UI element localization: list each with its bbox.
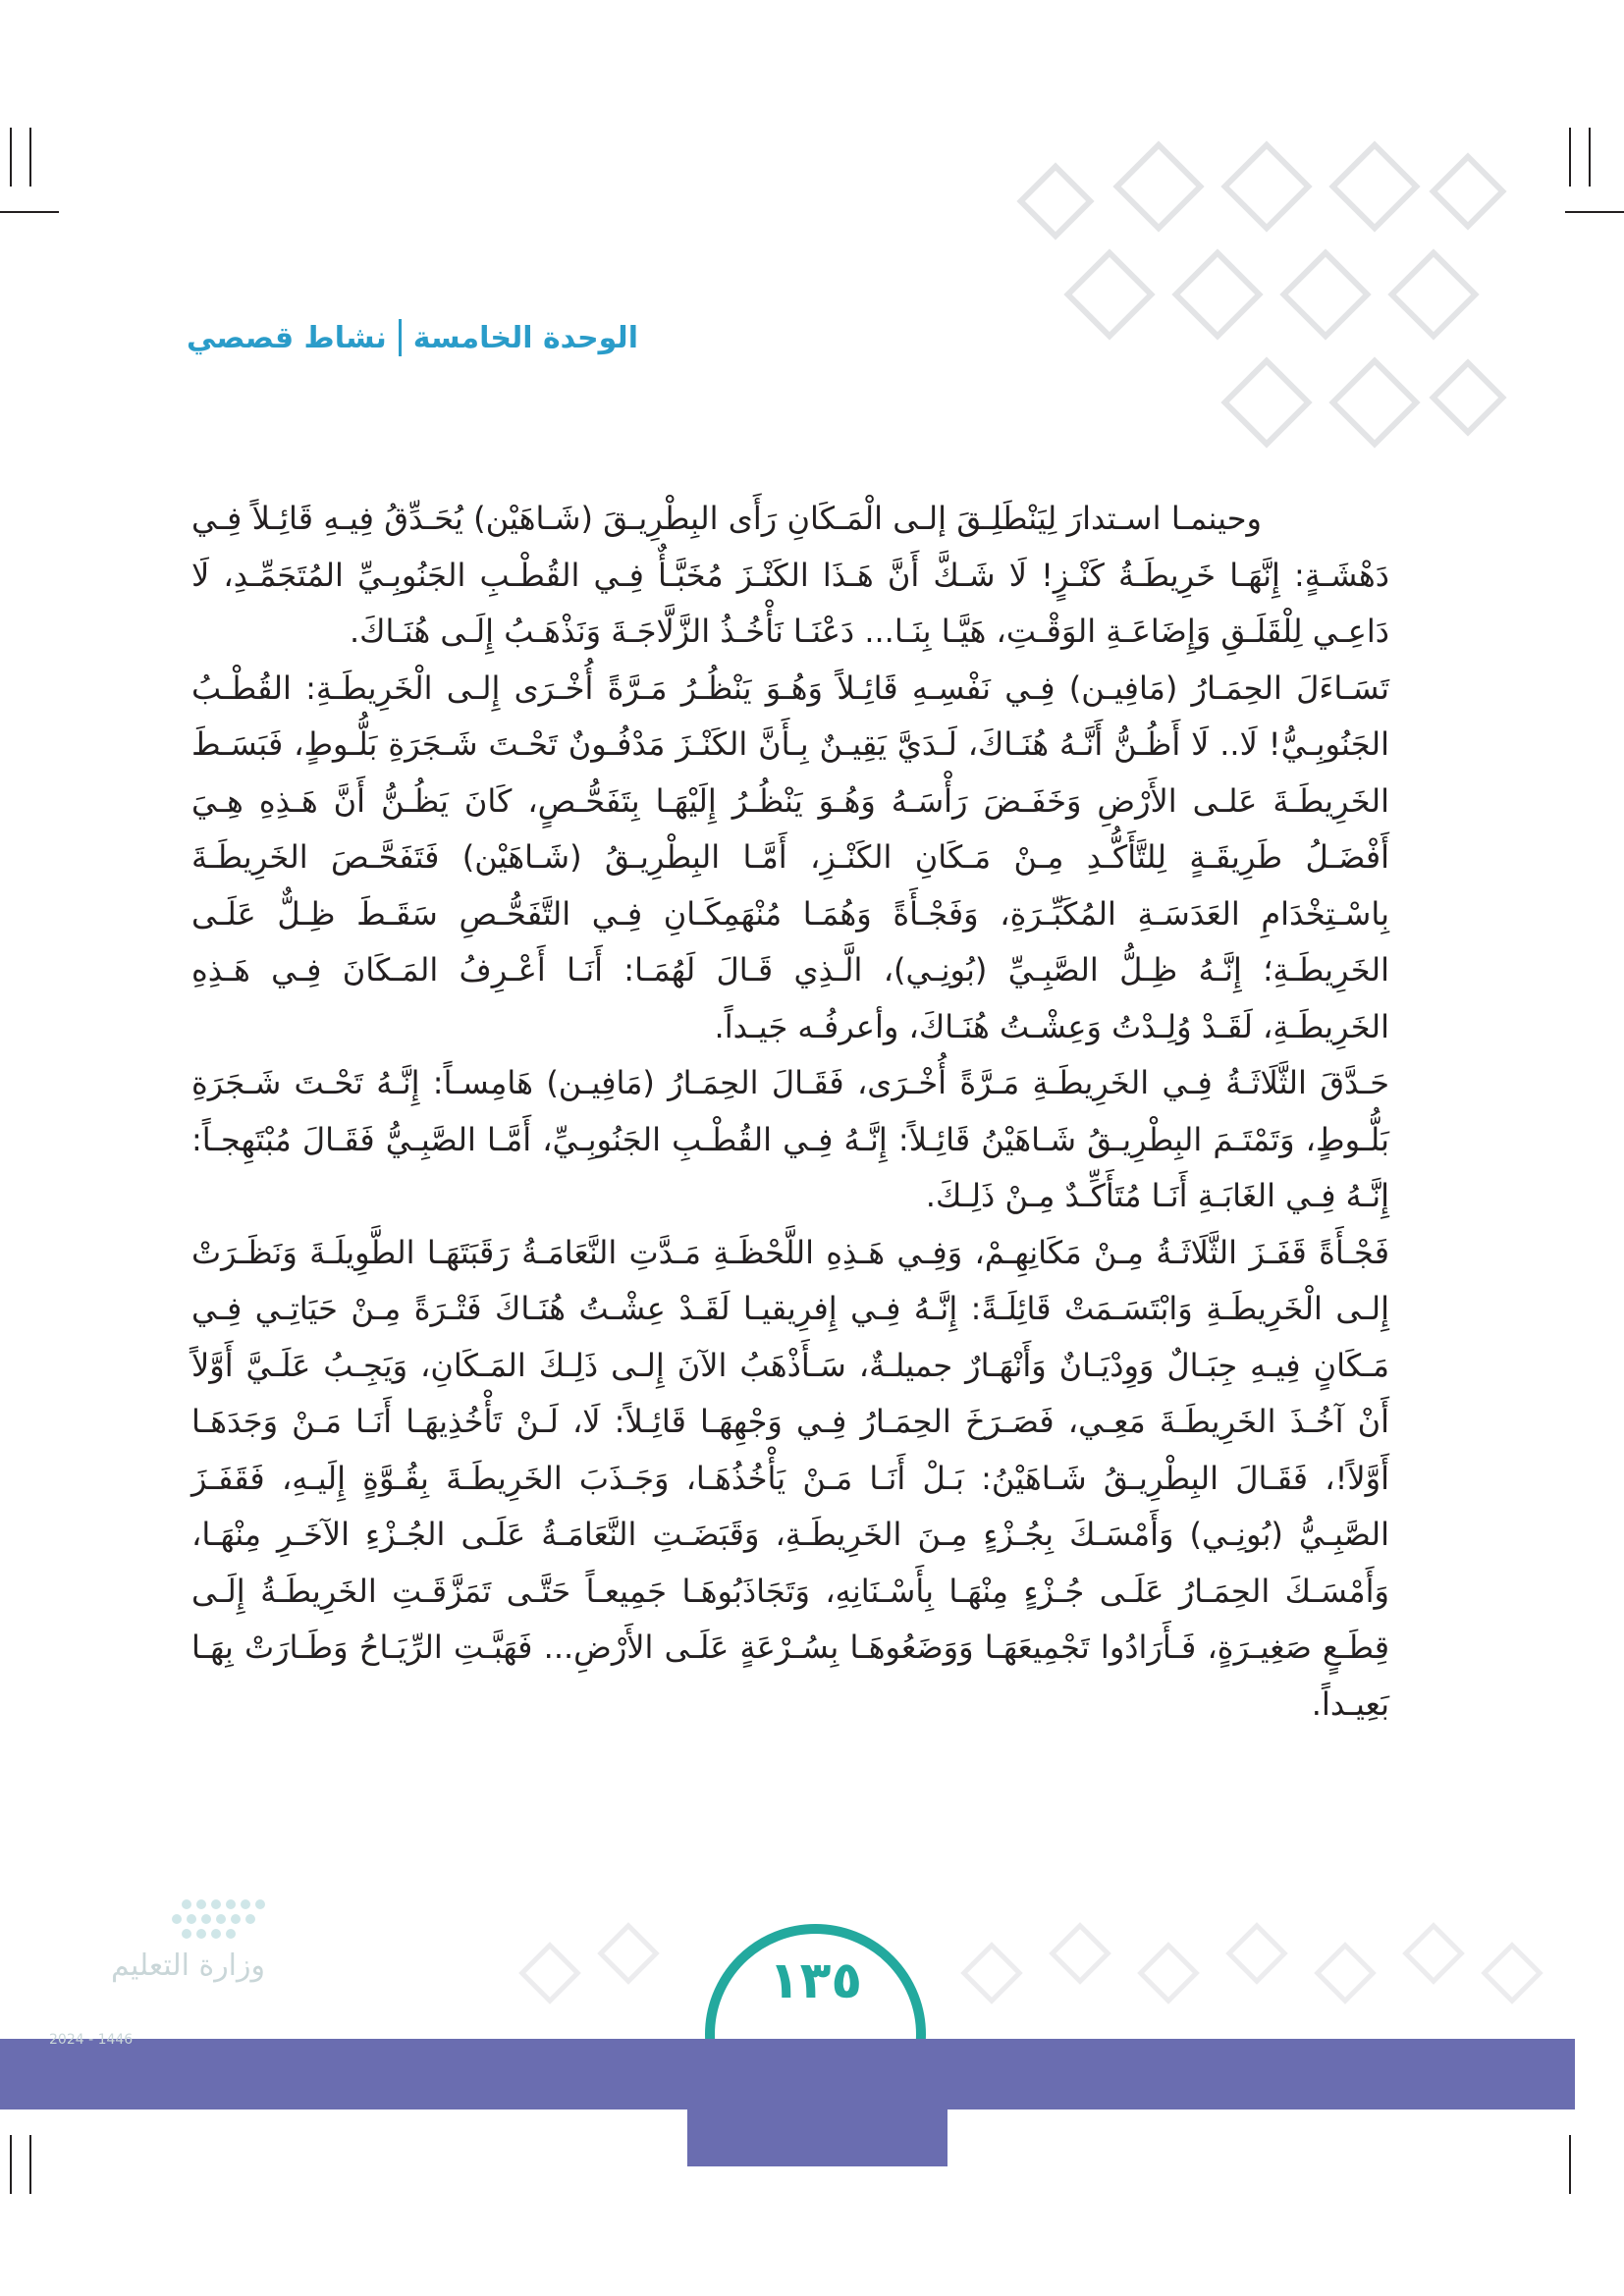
story-text bbox=[191, 491, 1389, 1733]
crop-mark bbox=[29, 2135, 31, 2194]
paragraph-1: وحينمـا اسـتدارَ لِيَنْطَلِـقَ إلـى الْمَـكَانِ رَأَى البِطْرِيـقَ (شَـاهَيْن) يُحَـدِّقُ فِيـهِ قَائِـلاً فِـي دَهْشَـةٍ: إِنَّهَـا خَرِيطَـةُ كَنْـزٍ! لَا شَـكَّ أَنَّ هَـذَا الكَنْـزَ مُخَبَّـأٌ فِـي القُطْـبِ الجَنُوبِـيِّ المُتَجَمِّـدِ، لَا دَاعِـي لِلْقَلَـقِ وَإِضَاعَـةِ الوَقْـتِ، هَيَّـا بِنَـا... دَعْنَـا نَأْخُـذُ الزَّلَّاجَـةَ وَنَذْهَـبُ إِلَـى هُنَـاكَ. bbox=[191, 500, 1389, 650]
crop-mark bbox=[10, 128, 12, 187]
crop-mark bbox=[1569, 128, 1571, 187]
header-separator bbox=[399, 319, 402, 356]
paragraph-4: فَجْـأَةً قَفَـزَ الثَّلَاثَـةُ مِـنْ مَكَانِهِـمْ، وَفِـي هَـذِهِ اللَّحْظَـةِ مَـدَّتِ النَّعَامَـةُ رَقَبَتَهَـا الطَّوِيلَـةَ وَنَظَـرَتْ إِلـى الْخَرِيطَـةِ وَابْتَسَـمَتْ قَائِلَـةً: إِنَّـهُ فِـي إِفرِيقيـا لَقَـدْ عِشْـتُ هُنَـاكَ فَتْـرَةً مِـنْ حَيَاتِـي فِـي مَـكَانٍ فِيـهِ جِبَـالٌ وَوِدْيَـانٌ وَأَنْهَـارٌ جميلـةٌ، سَـأَذْهَبُ الآنَ إِلـى ذَلِـكَ المَـكَانِ، وَيَجِـبُ عَلَـيَّ أَوَّلاً أَنْ آخُـذَ الخَرِيطَـةَ مَعِـي، فَصَـرَخَ الحِمَـارُ فِـي وَجْهِهَـا قَائِـلاً: لَا، لَـنْ تَأْخُذِيهَـا أَنَـا مَـنْ وَجَدَهَـا أَوَّلاً!، فَقَـالَ البِطْرِيـقُ شَـاهَيْنُ: بَـلْ أَنَـا مَـنْ يَأْخُذُهَـا، وَجَـذَبَ الخَرِيطَـةَ بِقُـوَّةٍ إِلَيـهِ، فَقَفَـزَ الصَّبِـيُّ (بُونِـي) وَأَمْسَـكَ بِجُـزْءٍ مِـنَ الخَرِيطَـةِ، وَقَبَضَـتِ النَّعَامَـةُ عَلَـى الجُـزْءِ الآخَـرِ مِنْهَـا، وَأَمْسَـكَ الحِمَـارُ عَلَـى جُـزْءٍ مِنْهَـا بِأَسْـنَانِهِ، وَتَجَاذَبُوهَـا جَمِيعـاً حَتَّـى تَمَزَّقَـتِ الخَرِيطَـةُ إِلَـى قِطَـعٍ صَغِيـرَةٍ، فَـأَرَادُوا تَجْمِيعَهَـا وَوَضَعُوهَـا بِسُـرْعَةٍ عَلَـى الأَرْضِ... فَهَبَّـتِ الرِّيَـاحُ وَطَـارَتْ بِهَـا بَعِيـداً. bbox=[191, 1233, 1389, 1723]
page-number: ١٣٥ bbox=[768, 1951, 863, 2010]
header-unit: الوحدة الخامسة bbox=[412, 320, 638, 355]
crop-mark bbox=[1565, 211, 1624, 213]
ministry-logo-year: 2024 - 1446 bbox=[49, 2032, 134, 2048]
crop-mark bbox=[10, 2135, 12, 2194]
crop-mark bbox=[29, 128, 31, 187]
decorative-pattern bbox=[972, 137, 1522, 461]
footer-band-badge-mask bbox=[687, 2039, 947, 2166]
page-header bbox=[187, 319, 638, 356]
crop-mark bbox=[1569, 2135, 1571, 2194]
crop-mark bbox=[0, 211, 59, 213]
ministry-logo-text: وزارة التعليم bbox=[110, 1949, 265, 1983]
header-section: نشاط قصصي bbox=[187, 320, 387, 355]
crop-mark bbox=[1589, 128, 1591, 187]
paragraph-3: حَـدَّقَ الثَّلَاثَـةُ فِـي الخَرِيطَـةِ مَـرَّةً أُخْـرَى، فَقَـالَ الحِمَـارُ (مَافِيـن) هَامِسـاً: إِنَّـهُ تَحْـتَ شَـجَرَةِ بَلُّـوطٍ، وَتَمْتَـمَ البِطْرِيـقُ شَـاهَيْنُ قَائِـلاً: إِنَّـهُ فِـي القُطْـبِ الجَنُوبِـيِّ، أَمَّـا الصَّبِـيُّ فَقَـالَ مُبْتَهِجـاً: إِنَّـهُ فِـي الغَابَـةِ أَنَـا مُتَأَكِّـدٌ مِـنْ ذَلِـكَ. bbox=[191, 1064, 1389, 1214]
paragraph-2: تَسَـاءَلَ الحِمَـارُ (مَافِيـن) فِـي نَفْسِـهِ قَائِـلاً وَهُـوَ يَنْظُـرُ مَـرَّةً أُخْـرَى إِلـى الْخَرِيطَـةِ: القُطْـبُ الجَنُوبِـيُّ! لَا.. لَا أَظُـنُّ أَنَّـهُ هُنَـاكَ، لَـدَيَّ يَقِيـنٌ بِـأَنَّ الكَنْـزَ مَدْفُـونٌ تَحْـتَ شَـجَرَةِ بَلُّـوطٍ، فَبَسَـطَ الخَرِيطَـةَ عَلـى الأَرْضِ وَخَفَـضَ رَأْسَـهُ وَهُـوَ يَنْظُـرُ إِلَيْهَـا بِتَفَحُّـصٍ، كَانَ يَظُـنُّ أَنَّ هَـذِهِ هِـيَ أَفْضَـلُ طَرِيقَـةٍ لِلتَّأَكُّـدِ مِـنْ مَـكَانِ الكَنْـزِ، أَمَّـا البِطْرِيـقُ (شَـاهَيْن) فَتَفَحَّـصَ الخَرِيطَـةَ بِاسْـتِخْدَامِ العَدَسَـةِ المُكَبِّـرَةِ، وَفَجْـأَةً وَهُمَـا مُنْهَمِكَـانِ فِـي التَّفَحُّـصِ سَقَـطَ ظِـلٌّ عَلَـى الخَرِيطَـةِ؛ إِنَّـهُ ظِـلُّ الصَّبِـيِّ (بُونِـي)، الَّـذِي قَـالَ لَهُمَـا: أَنَـا أَعْـرِفُ المَـكَانَ فِـي هَـذِهِ الخَرِيطَـةِ، لَقَـدْ وُلِـدْتُ وَعِشْـتُ هُنَـاكَ، وأعرفُـه جَيـداً. bbox=[191, 668, 1389, 1045]
decorative-pattern bbox=[511, 1895, 1571, 2042]
